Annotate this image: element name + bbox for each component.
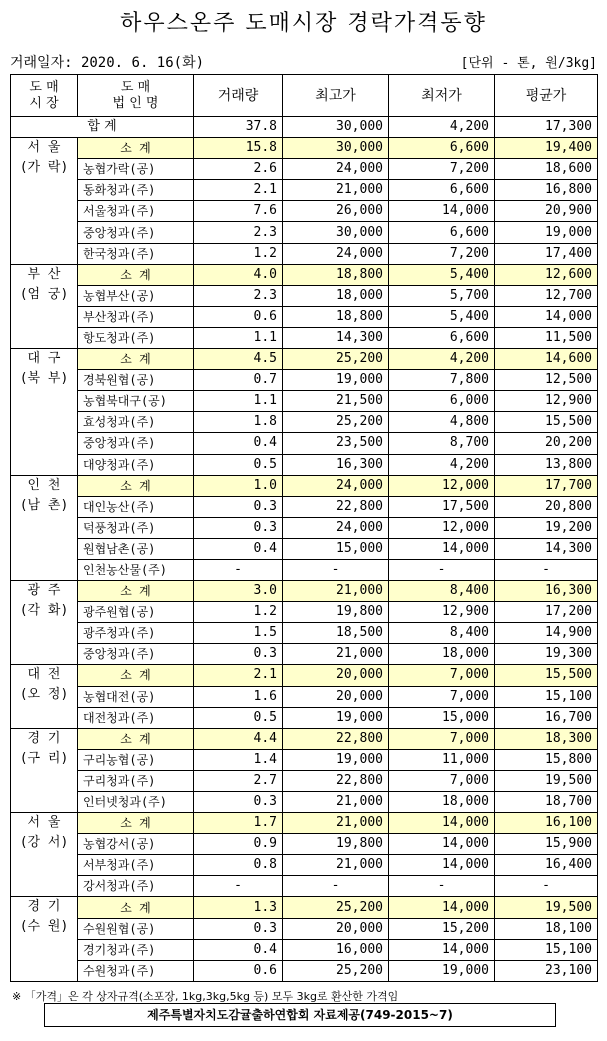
avg-price-cell: - bbox=[495, 876, 598, 897]
total-volume: 37.8 bbox=[194, 117, 283, 138]
avg-price-cell: 15,500 bbox=[495, 412, 598, 433]
market-name: 광 주 bbox=[27, 583, 61, 599]
min-price-cell: 14,000 bbox=[389, 201, 495, 222]
source-credit: 제주특별자치도감귤출하연합회 자료제공(749-2015~7) bbox=[44, 1003, 556, 1027]
market-name: 대 전 bbox=[27, 667, 61, 683]
corp-name: 중앙청과(주) bbox=[78, 433, 194, 454]
avg-price-cell: - bbox=[495, 559, 598, 580]
corp-name: 소 계 bbox=[78, 264, 194, 285]
min-price-cell: 7,800 bbox=[389, 370, 495, 391]
table-row bbox=[11, 623, 598, 644]
market-location: (강 서) bbox=[19, 835, 69, 851]
corp-name: 농협가락(공) bbox=[78, 159, 194, 180]
min-price-cell: 14,000 bbox=[389, 897, 495, 918]
max-price-cell: 21,000 bbox=[283, 792, 389, 813]
volume-cell: 2.1 bbox=[194, 180, 283, 201]
table-row bbox=[11, 454, 598, 475]
corp-name: 부산청과(주) bbox=[78, 306, 194, 327]
table-row bbox=[11, 327, 598, 348]
min-price-cell: 6,600 bbox=[389, 138, 495, 159]
volume-cell: 0.6 bbox=[194, 306, 283, 327]
volume-cell: 1.0 bbox=[194, 475, 283, 496]
volume-cell: 0.3 bbox=[194, 517, 283, 538]
market-location: (엄 궁) bbox=[19, 286, 69, 302]
max-price-cell: 30,000 bbox=[283, 138, 389, 159]
market-cell bbox=[11, 264, 78, 348]
max-price-cell: 24,000 bbox=[283, 243, 389, 264]
min-price-cell: 12,000 bbox=[389, 517, 495, 538]
corp-name: 서부청과(주) bbox=[78, 855, 194, 876]
volume-cell: 1.3 bbox=[194, 897, 283, 918]
market-name: 대 구 bbox=[27, 351, 61, 367]
min-price-cell: 11,000 bbox=[389, 749, 495, 770]
volume-cell: 0.3 bbox=[194, 792, 283, 813]
volume-cell: 0.8 bbox=[194, 855, 283, 876]
max-price-cell: 18,800 bbox=[283, 306, 389, 327]
subtotal-row bbox=[11, 813, 598, 834]
avg-price-cell: 16,400 bbox=[495, 855, 598, 876]
market-cell bbox=[11, 581, 78, 665]
volume-cell: 0.3 bbox=[194, 496, 283, 517]
subtotal-row bbox=[11, 728, 598, 749]
volume-cell: 15.8 bbox=[194, 138, 283, 159]
volume-cell: 0.7 bbox=[194, 370, 283, 391]
avg-price-cell: 16,100 bbox=[495, 813, 598, 834]
min-price-cell: 18,000 bbox=[389, 792, 495, 813]
volume-cell: 0.4 bbox=[194, 538, 283, 559]
min-price-cell: 14,000 bbox=[389, 813, 495, 834]
volume-cell: 2.7 bbox=[194, 770, 283, 791]
volume-cell: 2.1 bbox=[194, 665, 283, 686]
min-price-cell: 4,200 bbox=[389, 349, 495, 370]
subtotal-row bbox=[11, 475, 598, 496]
header-corp: 도 매 법 인 명 bbox=[78, 75, 194, 117]
max-price-cell: 21,000 bbox=[283, 813, 389, 834]
min-price-cell: 19,000 bbox=[389, 960, 495, 981]
table-row bbox=[11, 391, 598, 412]
volume-cell: 0.4 bbox=[194, 939, 283, 960]
max-price-cell: 20,000 bbox=[283, 686, 389, 707]
max-price-cell: 21,000 bbox=[283, 644, 389, 665]
min-price-cell: - bbox=[389, 876, 495, 897]
avg-price-cell: 15,900 bbox=[495, 834, 598, 855]
min-price-cell: 14,000 bbox=[389, 834, 495, 855]
volume-cell: - bbox=[194, 876, 283, 897]
table-row bbox=[11, 243, 598, 264]
min-price-cell: 7,000 bbox=[389, 770, 495, 791]
total-min: 4,200 bbox=[389, 117, 495, 138]
volume-cell: 1.2 bbox=[194, 602, 283, 623]
volume-cell: 0.4 bbox=[194, 433, 283, 454]
table-row bbox=[11, 180, 598, 201]
corp-name: 경북원협(공) bbox=[78, 370, 194, 391]
max-price-cell: 24,000 bbox=[283, 517, 389, 538]
header-market: 도 매 시 장 bbox=[11, 75, 78, 117]
min-price-cell: 15,000 bbox=[389, 707, 495, 728]
table-row bbox=[11, 834, 598, 855]
max-price-cell: 22,800 bbox=[283, 770, 389, 791]
max-price-cell: 26,000 bbox=[283, 201, 389, 222]
table-row bbox=[11, 939, 598, 960]
table-row bbox=[11, 855, 598, 876]
market-location: (구 리) bbox=[19, 750, 69, 766]
volume-cell: 0.3 bbox=[194, 918, 283, 939]
min-price-cell: 8,400 bbox=[389, 581, 495, 602]
subtotal-row bbox=[11, 349, 598, 370]
market-cell bbox=[11, 665, 78, 728]
corp-name: 농협북대구(공) bbox=[78, 391, 194, 412]
volume-cell: 1.6 bbox=[194, 686, 283, 707]
max-price-cell: 19,800 bbox=[283, 834, 389, 855]
volume-cell: 0.6 bbox=[194, 960, 283, 981]
max-price-cell: 22,800 bbox=[283, 728, 389, 749]
min-price-cell: 8,400 bbox=[389, 623, 495, 644]
table-row bbox=[11, 201, 598, 222]
max-price-cell: 25,200 bbox=[283, 349, 389, 370]
corp-name: 소 계 bbox=[78, 138, 194, 159]
corp-name: 서울청과(주) bbox=[78, 201, 194, 222]
subtotal-row bbox=[11, 138, 598, 159]
market-name: 경 기 bbox=[27, 899, 61, 915]
avg-price-cell: 14,900 bbox=[495, 623, 598, 644]
volume-cell: 1.5 bbox=[194, 623, 283, 644]
market-location: (남 촌) bbox=[19, 497, 69, 513]
table-row bbox=[11, 222, 598, 243]
min-price-cell: 6,000 bbox=[389, 391, 495, 412]
avg-price-cell: 14,000 bbox=[495, 306, 598, 327]
subtotal-row bbox=[11, 897, 598, 918]
table-row bbox=[11, 644, 598, 665]
subtotal-row bbox=[11, 264, 598, 285]
volume-cell: - bbox=[194, 559, 283, 580]
market-name: 서 울 bbox=[27, 815, 61, 831]
volume-cell: 7.6 bbox=[194, 201, 283, 222]
min-price-cell: 6,600 bbox=[389, 180, 495, 201]
min-price-cell: 4,800 bbox=[389, 412, 495, 433]
volume-cell: 0.9 bbox=[194, 834, 283, 855]
volume-cell: 1.1 bbox=[194, 327, 283, 348]
avg-price-cell: 12,500 bbox=[495, 370, 598, 391]
avg-price-cell: 14,600 bbox=[495, 349, 598, 370]
corp-name: 구리청과(주) bbox=[78, 770, 194, 791]
min-price-cell: - bbox=[389, 559, 495, 580]
min-price-cell: 14,000 bbox=[389, 538, 495, 559]
corp-name: 대전청과(주) bbox=[78, 707, 194, 728]
trade-date: 거래일자: 2020. 6. 16(화) bbox=[10, 55, 205, 71]
max-price-cell: 18,800 bbox=[283, 264, 389, 285]
avg-price-cell: 15,800 bbox=[495, 749, 598, 770]
avg-price-cell: 15,100 bbox=[495, 939, 598, 960]
avg-price-cell: 19,300 bbox=[495, 644, 598, 665]
table-row bbox=[11, 159, 598, 180]
corp-name: 농협대전(공) bbox=[78, 686, 194, 707]
corp-name: 농협강서(공) bbox=[78, 834, 194, 855]
header-max: 최고가 bbox=[283, 75, 389, 117]
volume-cell: 4.0 bbox=[194, 264, 283, 285]
table-row bbox=[11, 602, 598, 623]
volume-cell: 2.6 bbox=[194, 159, 283, 180]
corp-name: 구리농협(공) bbox=[78, 749, 194, 770]
volume-cell: 0.3 bbox=[194, 644, 283, 665]
max-price-cell: 25,200 bbox=[283, 897, 389, 918]
min-price-cell: 7,000 bbox=[389, 665, 495, 686]
table-row bbox=[11, 770, 598, 791]
volume-cell: 1.1 bbox=[194, 391, 283, 412]
table-row bbox=[11, 749, 598, 770]
market-name: 부 산 bbox=[27, 266, 61, 282]
corp-name: 소 계 bbox=[78, 728, 194, 749]
volume-cell: 1.7 bbox=[194, 813, 283, 834]
volume-cell: 1.2 bbox=[194, 243, 283, 264]
volume-cell: 1.8 bbox=[194, 412, 283, 433]
avg-price-cell: 19,400 bbox=[495, 138, 598, 159]
min-price-cell: 8,700 bbox=[389, 433, 495, 454]
max-price-cell: 18,000 bbox=[283, 285, 389, 306]
max-price-cell: 20,000 bbox=[283, 918, 389, 939]
table-row bbox=[11, 517, 598, 538]
min-price-cell: 7,200 bbox=[389, 159, 495, 180]
volume-cell: 1.4 bbox=[194, 749, 283, 770]
total-max: 30,000 bbox=[283, 117, 389, 138]
volume-cell: 0.5 bbox=[194, 707, 283, 728]
corp-name: 소 계 bbox=[78, 581, 194, 602]
corp-name: 대인농산(주) bbox=[78, 496, 194, 517]
table-row bbox=[11, 538, 598, 559]
table-row bbox=[11, 433, 598, 454]
min-price-cell: 15,200 bbox=[389, 918, 495, 939]
avg-price-cell: 19,500 bbox=[495, 770, 598, 791]
min-price-cell: 5,700 bbox=[389, 285, 495, 306]
table-row bbox=[11, 559, 598, 580]
market-cell bbox=[11, 349, 78, 476]
max-price-cell: 25,200 bbox=[283, 412, 389, 433]
avg-price-cell: 19,000 bbox=[495, 222, 598, 243]
table-row bbox=[11, 960, 598, 981]
max-price-cell: 20,000 bbox=[283, 665, 389, 686]
min-price-cell: 12,000 bbox=[389, 475, 495, 496]
avg-price-cell: 19,200 bbox=[495, 517, 598, 538]
min-price-cell: 12,900 bbox=[389, 602, 495, 623]
corp-name: 항도청과(주) bbox=[78, 327, 194, 348]
avg-price-cell: 11,500 bbox=[495, 327, 598, 348]
max-price-cell: 16,300 bbox=[283, 454, 389, 475]
avg-price-cell: 17,700 bbox=[495, 475, 598, 496]
corp-name: 소 계 bbox=[78, 665, 194, 686]
table-row bbox=[11, 370, 598, 391]
max-price-cell: 21,000 bbox=[283, 180, 389, 201]
corp-name: 한국청과(주) bbox=[78, 243, 194, 264]
avg-price-cell: 19,500 bbox=[495, 897, 598, 918]
market-location: (오 정) bbox=[19, 687, 69, 703]
corp-name: 광주청과(주) bbox=[78, 623, 194, 644]
market-location: (각 화) bbox=[19, 603, 69, 619]
max-price-cell: 19,800 bbox=[283, 602, 389, 623]
market-cell bbox=[11, 728, 78, 812]
max-price-cell: 19,000 bbox=[283, 749, 389, 770]
avg-price-cell: 18,700 bbox=[495, 792, 598, 813]
min-price-cell: 14,000 bbox=[389, 939, 495, 960]
corp-name: 원협남촌(공) bbox=[78, 538, 194, 559]
market-cell bbox=[11, 138, 78, 265]
subtotal-row bbox=[11, 581, 598, 602]
min-price-cell: 6,600 bbox=[389, 222, 495, 243]
max-price-cell: 23,500 bbox=[283, 433, 389, 454]
volume-cell: 2.3 bbox=[194, 222, 283, 243]
table-row bbox=[11, 412, 598, 433]
max-price-cell: - bbox=[283, 559, 389, 580]
table-row bbox=[11, 707, 598, 728]
corp-name: 소 계 bbox=[78, 813, 194, 834]
corp-name: 수원원협(공) bbox=[78, 918, 194, 939]
market-name: 서 울 bbox=[27, 140, 61, 156]
avg-price-cell: 12,600 bbox=[495, 264, 598, 285]
table-row bbox=[11, 876, 598, 897]
volume-cell: 0.5 bbox=[194, 454, 283, 475]
avg-price-cell: 18,600 bbox=[495, 159, 598, 180]
market-cell bbox=[11, 813, 78, 897]
min-price-cell: 17,500 bbox=[389, 496, 495, 517]
header-avg: 평균가 bbox=[495, 75, 598, 117]
market-name: 인 천 bbox=[27, 477, 61, 493]
min-price-cell: 7,000 bbox=[389, 686, 495, 707]
avg-price-cell: 18,100 bbox=[495, 918, 598, 939]
max-price-cell: 24,000 bbox=[283, 475, 389, 496]
max-price-cell: - bbox=[283, 876, 389, 897]
max-price-cell: 30,000 bbox=[283, 222, 389, 243]
avg-price-cell: 13,800 bbox=[495, 454, 598, 475]
corp-name: 동화청과(주) bbox=[78, 180, 194, 201]
avg-price-cell: 16,300 bbox=[495, 581, 598, 602]
header-min: 최저가 bbox=[389, 75, 495, 117]
avg-price-cell: 20,800 bbox=[495, 496, 598, 517]
corp-name: 대양청과(주) bbox=[78, 454, 194, 475]
avg-price-cell: 12,700 bbox=[495, 285, 598, 306]
corp-name: 중앙청과(주) bbox=[78, 222, 194, 243]
volume-cell: 4.5 bbox=[194, 349, 283, 370]
total-row bbox=[11, 117, 598, 138]
table-row bbox=[11, 918, 598, 939]
market-location: (북 부) bbox=[19, 371, 69, 387]
max-price-cell: 21,500 bbox=[283, 391, 389, 412]
min-price-cell: 18,000 bbox=[389, 644, 495, 665]
corp-name: 소 계 bbox=[78, 475, 194, 496]
volume-cell: 2.3 bbox=[194, 285, 283, 306]
total-label: 합 계 bbox=[11, 117, 194, 138]
unit-label: [단위 - 톤, 원/3kg] bbox=[460, 56, 597, 71]
table-row bbox=[11, 496, 598, 517]
max-price-cell: 19,000 bbox=[283, 370, 389, 391]
corp-name: 소 계 bbox=[78, 349, 194, 370]
max-price-cell: 16,000 bbox=[283, 939, 389, 960]
avg-price-cell: 18,300 bbox=[495, 728, 598, 749]
price-table bbox=[10, 74, 598, 982]
subtotal-row bbox=[11, 665, 598, 686]
header-row bbox=[11, 75, 598, 117]
avg-price-cell: 16,700 bbox=[495, 707, 598, 728]
market-cell bbox=[11, 897, 78, 981]
max-price-cell: 14,300 bbox=[283, 327, 389, 348]
corp-name: 인터넷청과(주) bbox=[78, 792, 194, 813]
avg-price-cell: 20,900 bbox=[495, 201, 598, 222]
avg-price-cell: 17,200 bbox=[495, 602, 598, 623]
avg-price-cell: 23,100 bbox=[495, 960, 598, 981]
max-price-cell: 24,000 bbox=[283, 159, 389, 180]
max-price-cell: 15,000 bbox=[283, 538, 389, 559]
avg-price-cell: 15,500 bbox=[495, 665, 598, 686]
market-cell bbox=[11, 475, 78, 580]
avg-price-cell: 12,900 bbox=[495, 391, 598, 412]
table-row bbox=[11, 792, 598, 813]
table-row bbox=[11, 686, 598, 707]
corp-name: 중앙청과(주) bbox=[78, 644, 194, 665]
min-price-cell: 7,200 bbox=[389, 243, 495, 264]
total-avg: 17,300 bbox=[495, 117, 598, 138]
header-volume: 거래량 bbox=[194, 75, 283, 117]
page-title: 하우스온주 도매시장 경락가격동향 bbox=[120, 11, 487, 36]
max-price-cell: 25,200 bbox=[283, 960, 389, 981]
corp-name: 광주원협(공) bbox=[78, 602, 194, 623]
max-price-cell: 22,800 bbox=[283, 496, 389, 517]
min-price-cell: 5,400 bbox=[389, 306, 495, 327]
avg-price-cell: 17,400 bbox=[495, 243, 598, 264]
max-price-cell: 18,500 bbox=[283, 623, 389, 644]
table-row bbox=[11, 306, 598, 327]
market-location: (가 락) bbox=[19, 160, 69, 176]
price-note: ※ 「가격」은 각 상자규격(소포장, 1kg,3kg,5kg 등) 모두 3kg로 환산한 가격임 bbox=[12, 990, 399, 1003]
market-location: (수 원) bbox=[19, 919, 69, 935]
corp-name: 효성청과(주) bbox=[78, 412, 194, 433]
avg-price-cell: 15,100 bbox=[495, 686, 598, 707]
corp-name: 덕풍청과(주) bbox=[78, 517, 194, 538]
avg-price-cell: 20,200 bbox=[495, 433, 598, 454]
min-price-cell: 7,000 bbox=[389, 728, 495, 749]
max-price-cell: 21,000 bbox=[283, 855, 389, 876]
corp-name: 경기청과(주) bbox=[78, 939, 194, 960]
table-row bbox=[11, 285, 598, 306]
corp-name: 강서청과(주) bbox=[78, 876, 194, 897]
volume-cell: 4.4 bbox=[194, 728, 283, 749]
min-price-cell: 6,600 bbox=[389, 327, 495, 348]
corp-name: 인천농산물(주) bbox=[78, 559, 194, 580]
corp-name: 농협부산(공) bbox=[78, 285, 194, 306]
avg-price-cell: 14,300 bbox=[495, 538, 598, 559]
max-price-cell: 19,000 bbox=[283, 707, 389, 728]
min-price-cell: 5,400 bbox=[389, 264, 495, 285]
corp-name: 소 계 bbox=[78, 897, 194, 918]
max-price-cell: 21,000 bbox=[283, 581, 389, 602]
min-price-cell: 14,000 bbox=[389, 855, 495, 876]
volume-cell: 3.0 bbox=[194, 581, 283, 602]
min-price-cell: 4,200 bbox=[389, 454, 495, 475]
market-name: 경 기 bbox=[27, 730, 61, 746]
corp-name: 수원청과(주) bbox=[78, 960, 194, 981]
avg-price-cell: 16,800 bbox=[495, 180, 598, 201]
